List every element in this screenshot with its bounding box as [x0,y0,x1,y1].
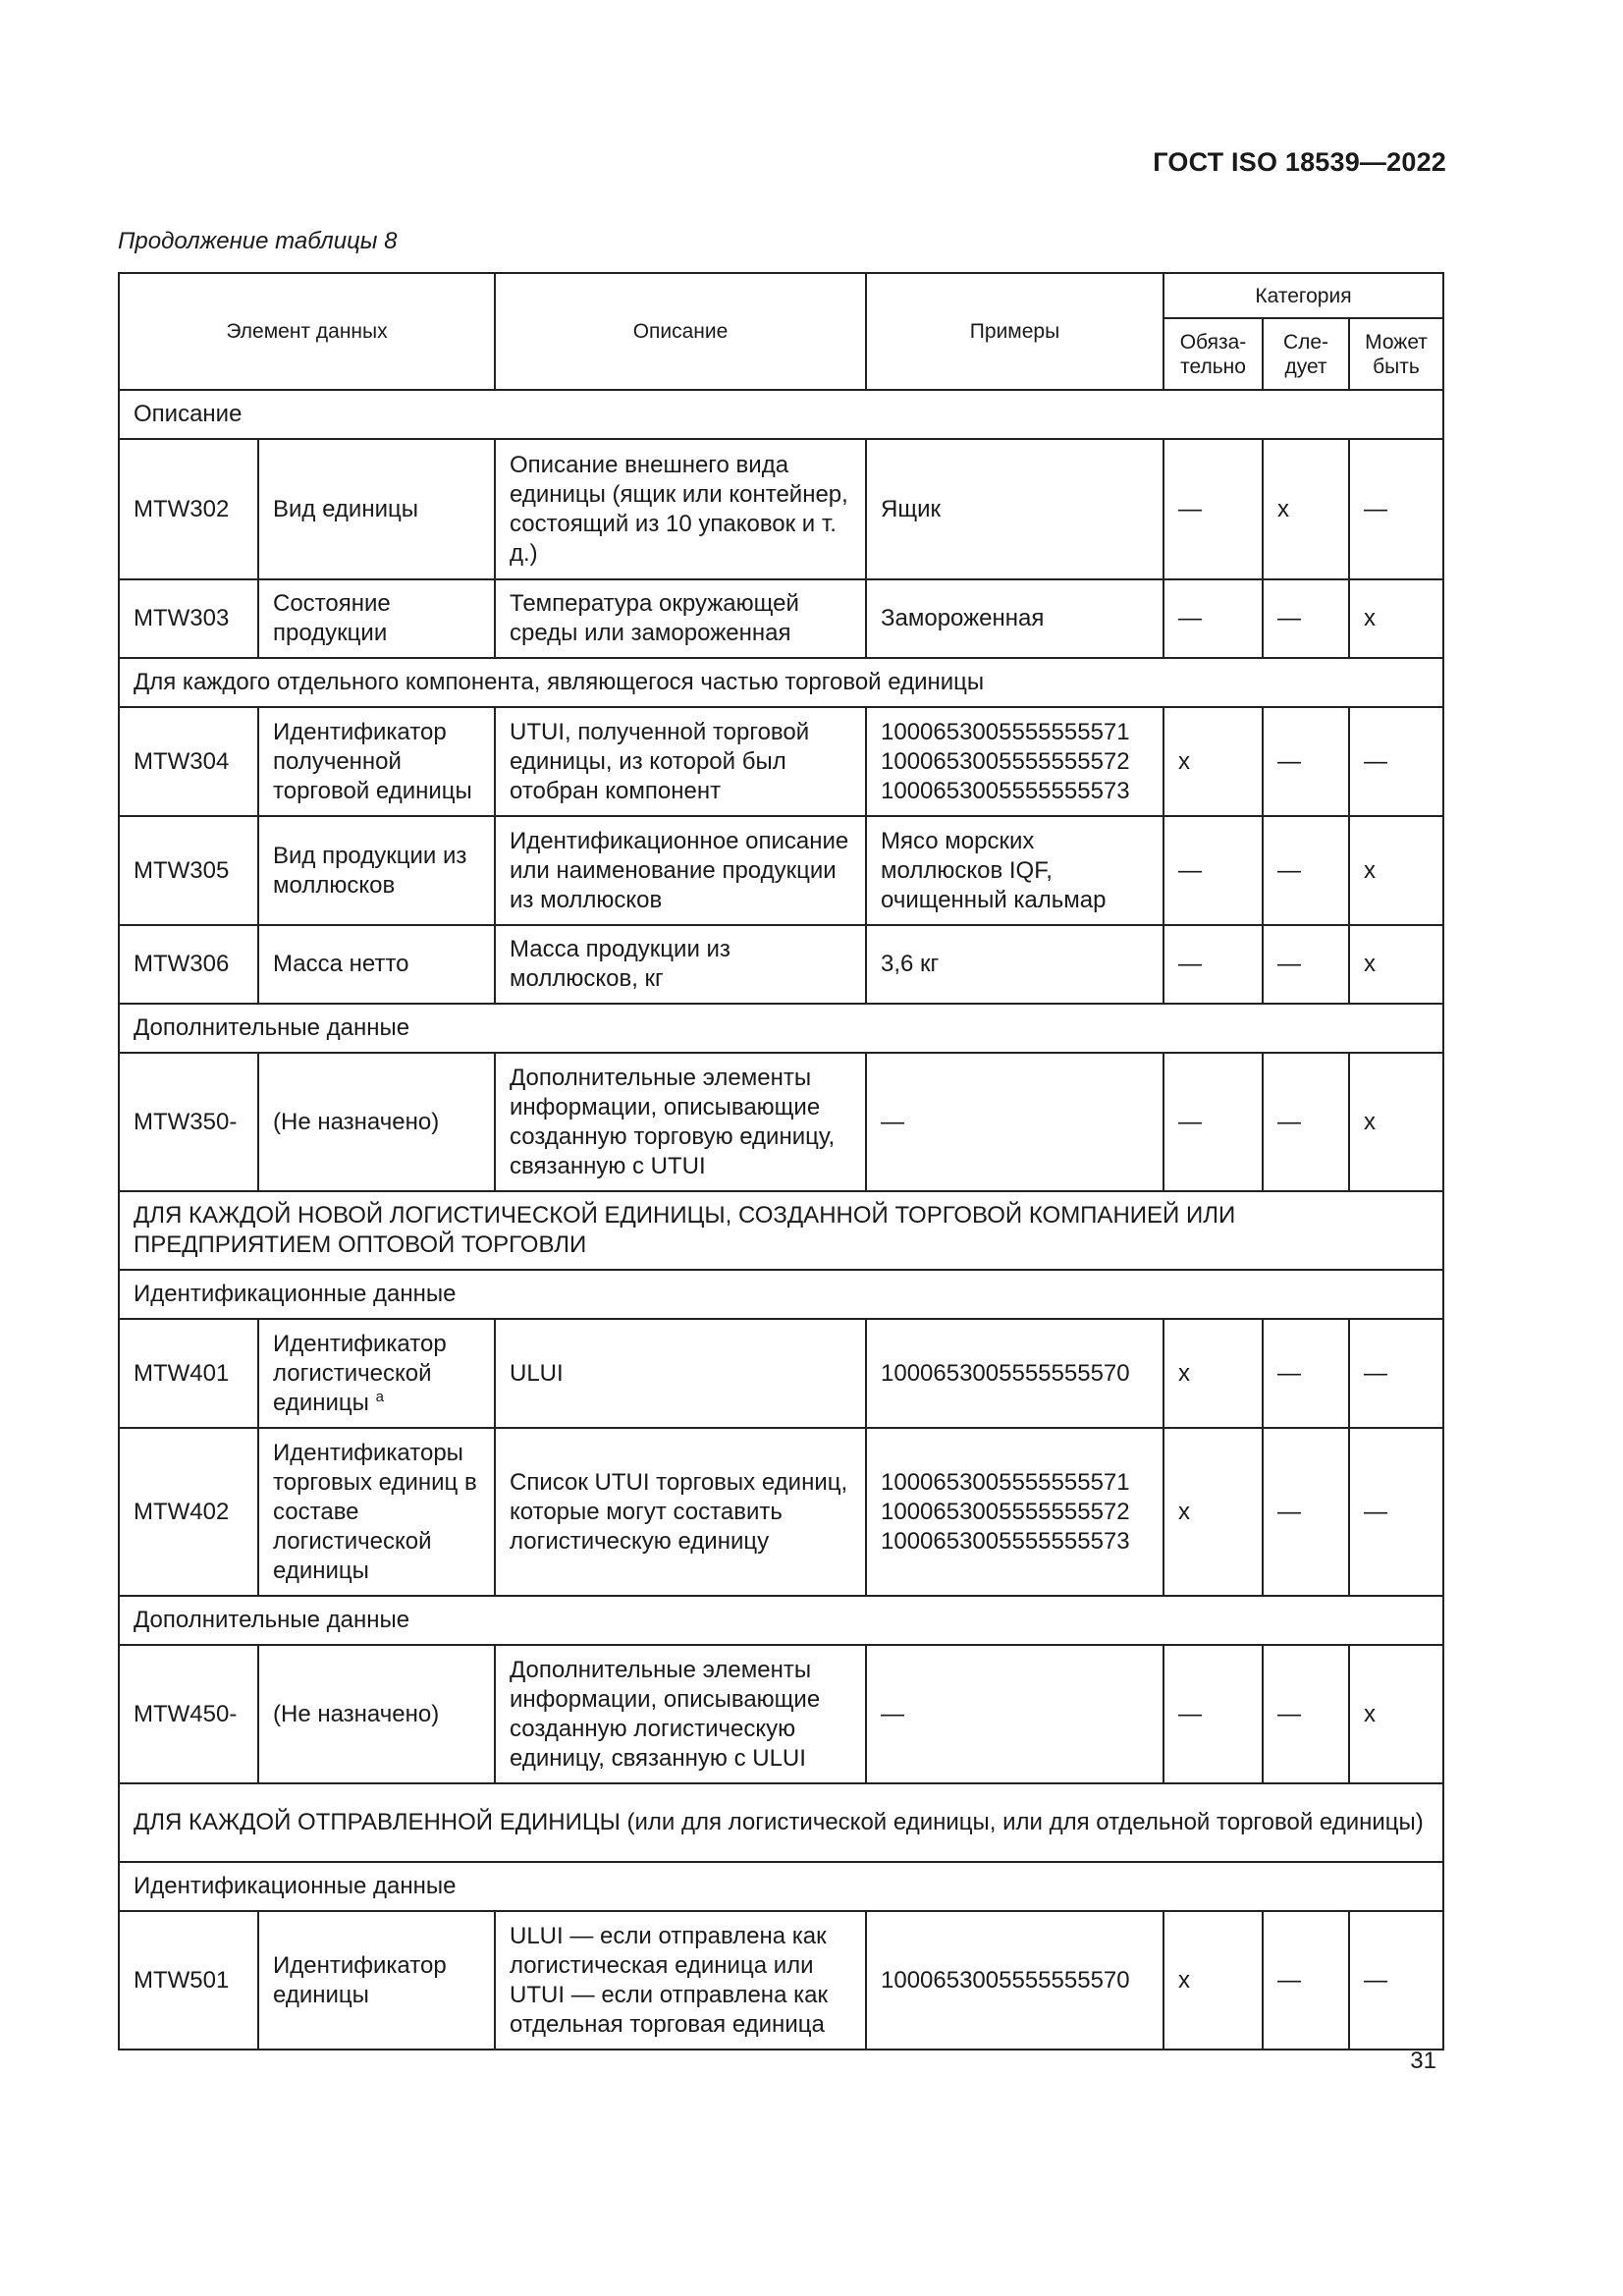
table-row [119,1053,1443,1191]
example-id: 1000653005555555572 [881,747,1130,775]
section-row: Для каждого отдельного компонента, являющегося частью торговой единицы [119,658,1443,707]
category-may: x [1349,1645,1443,1783]
table-row [119,816,1443,925]
page-number: 31 [1410,2048,1436,2074]
category-should: — [1263,1911,1349,2050]
element-description: Описание внешнего вида единицы (ящик или контейнер, состоящий из 10 упаковок и т. д.) [495,439,866,579]
document-header: ГОСТ ISO 18539—2022 [1153,147,1446,177]
element-code: MTW450- [119,1645,258,1783]
category-mandatory: — [1163,579,1263,658]
element-description: Дополнительные элементы информации, описывающие созданную логистическую единицу, связанную с ULUI [495,1645,866,1783]
element-example: 1000653005555555570 [866,1911,1163,2050]
section-row: ДЛЯ КАЖДОЙ НОВОЙ ЛОГИСТИЧЕСКОЙ ЕДИНИЦЫ, СОЗДАННОЙ ТОРГОВОЙ КОМПАНИЕЙ ИЛИ ПРЕДПРИЯТИЕМ ОПТОВОЙ ТОРГОВЛИ [119,1191,1443,1270]
element-code: MTW501 [119,1911,258,2050]
category-mandatory: — [1163,816,1263,925]
element-example: — [866,1645,1163,1783]
category-should: — [1263,1645,1349,1783]
element-name: Идентификатор полученной торговой единицы [258,707,495,816]
table-row [119,1319,1443,1428]
element-code: MTW306 [119,925,258,1004]
category-should: — [1263,925,1349,1004]
element-description: ULUI [495,1319,866,1428]
category-may: x [1349,1053,1443,1191]
header-may: Может быть [1349,318,1443,390]
element-code: MTW305 [119,816,258,925]
category-may: — [1349,1911,1443,2050]
element-example: — [866,1053,1163,1191]
element-name: Вид единицы [258,439,495,579]
category-mandatory: x [1163,1911,1263,2050]
example-id: 1000653005555555573 [881,1527,1130,1555]
section-row: Дополнительные данные [119,1596,1443,1645]
element-description: Список UTUI торговых единиц, которые могут составить логистическую единицу [495,1428,866,1596]
element-description: Дополнительные элементы информации, описывающие созданную торговую единицу, связанную с UTUI [495,1053,866,1191]
element-description: Масса продукции из моллюсков, кг [495,925,866,1004]
header-mandatory: Обяза-тельно [1163,318,1263,390]
category-may: — [1349,1319,1443,1428]
element-name: Вид продукции из моллюсков [258,816,495,925]
table-row [119,1911,1443,2050]
table-row [119,925,1443,1004]
header-description: Описание [495,273,866,390]
table-row [119,1428,1443,1596]
element-code: MTW303 [119,579,258,658]
header-should: Сле-дует [1263,318,1349,390]
category-may: x [1349,925,1443,1004]
element-examples [866,707,1163,816]
element-code: MTW402 [119,1428,258,1596]
element-code: MTW302 [119,439,258,579]
section-row: Дополнительные данные [119,1004,1443,1053]
element-name-text: Идентификатор логистической единицы [273,1330,447,1416]
element-name: (Не назначено) [258,1645,495,1783]
footnote-marker: a [375,1388,384,1405]
section-row [119,1783,1443,1862]
category-mandatory: x [1163,1428,1263,1596]
example-id: 1000653005555555571 [881,718,1130,745]
element-description: Идентификационное описание или наименование продукции из моллюсков [495,816,866,925]
element-code: MTW350- [119,1053,258,1191]
element-description: Температура окружающей среды или замороженная [495,579,866,658]
element-name: Состояние продукции [258,579,495,658]
data-elements-table [118,272,1444,2050]
category-mandatory: — [1163,439,1263,579]
element-examples [866,1428,1163,1596]
category-may: — [1349,1428,1443,1596]
section-caps: ДЛЯ КАЖДОЙ ОТПРАВЛЕННОЙ ЕДИНИЦЫ [134,1809,621,1835]
element-code: MTW401 [119,1319,258,1428]
header-category: Категория [1163,273,1443,318]
category-should: — [1263,1053,1349,1191]
element-example: 3,6 кг [866,925,1163,1004]
section-row: Идентификационные данные [119,1270,1443,1319]
category-may: — [1349,707,1443,816]
section-rest: (или для логистической единицы, или для отдельной торговой единицы) [620,1809,1424,1835]
section-row: Идентификационные данные [119,1862,1443,1911]
table-row [119,439,1443,579]
header-examples: Примеры [866,273,1163,390]
example-id: 1000653005555555572 [881,1498,1130,1525]
category-mandatory: x [1163,707,1263,816]
table-caption: Продолжение таблицы 8 [118,228,398,254]
element-example: Ящик [866,439,1163,579]
category-mandatory: — [1163,1645,1263,1783]
category-may: — [1349,439,1443,579]
table-row [119,579,1443,658]
category-should: — [1263,1319,1349,1428]
category-may: x [1349,816,1443,925]
category-mandatory: — [1163,925,1263,1004]
category-mandatory: x [1163,1319,1263,1428]
header-element: Элемент данных [119,273,495,390]
example-id: 1000653005555555573 [881,777,1130,804]
section-row: Описание [119,390,1443,439]
category-may: x [1349,579,1443,658]
element-name: Идентификатор единицы [258,1911,495,2050]
category-should: — [1263,1428,1349,1596]
element-example: Замороженная [866,579,1163,658]
element-name: Масса нетто [258,925,495,1004]
example-id: 1000653005555555571 [881,1468,1130,1496]
table-row [119,707,1443,816]
table-row [119,1645,1443,1783]
category-should: x [1263,439,1349,579]
element-example: Мясо морских моллюсков IQF, очищенный кальмар [866,816,1163,925]
category-should: — [1263,707,1349,816]
element-name: Идентификаторы торговых единиц в составе логистической единицы [258,1428,495,1596]
element-example: 1000653005555555570 [866,1319,1163,1428]
element-name: (Не назначено) [258,1053,495,1191]
element-description: UTUI, полученной торговой единицы, из которой был отобран компонент [495,707,866,816]
category-should: — [1263,579,1349,658]
element-code: MTW304 [119,707,258,816]
element-description: ULUI — если отправлена как логистическая единица или UTUI — если отправлена как отдельная торговая единица [495,1911,866,2050]
element-name [258,1319,495,1428]
category-mandatory: — [1163,1053,1263,1191]
category-should: — [1263,816,1349,925]
